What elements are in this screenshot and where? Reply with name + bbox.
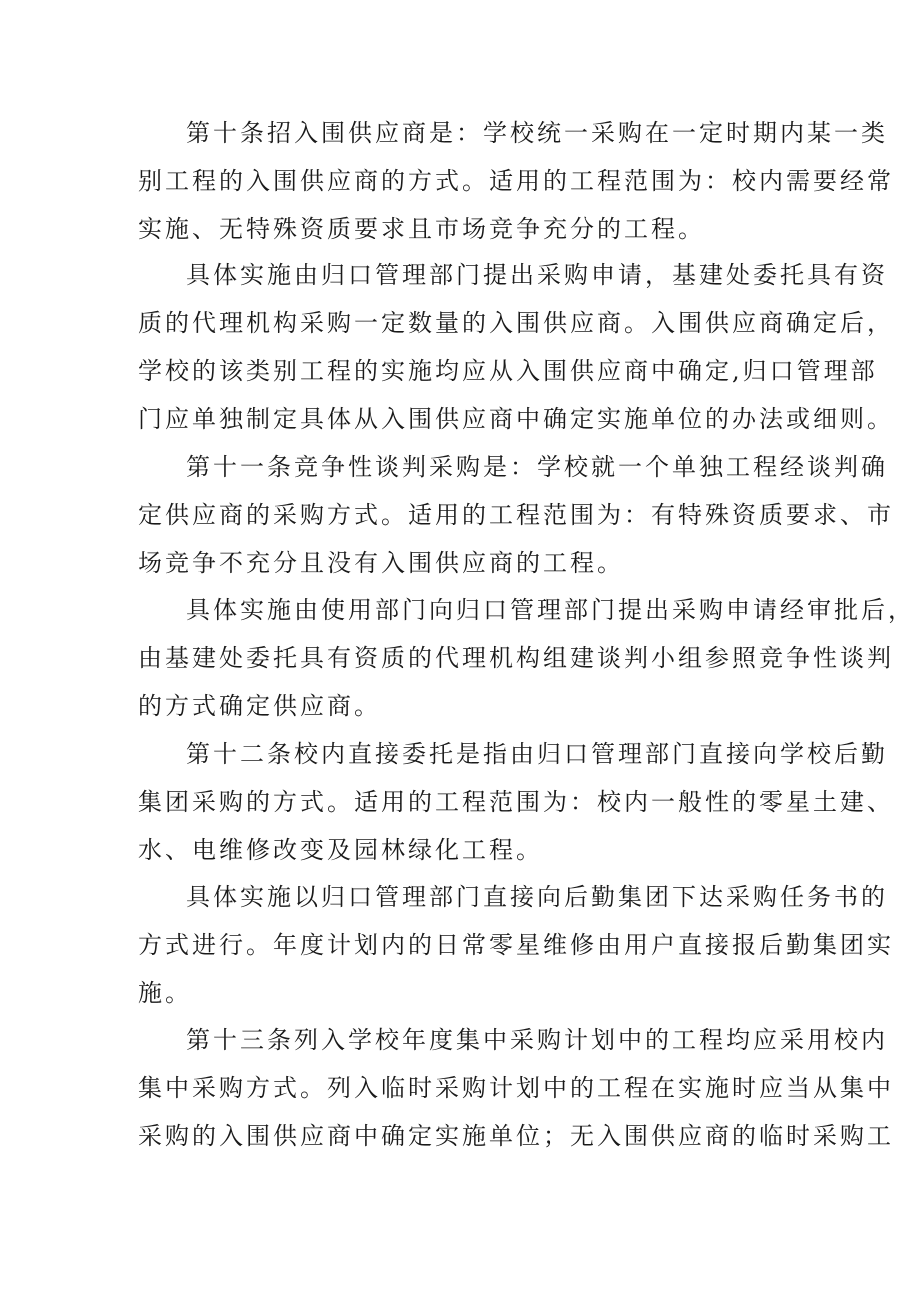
text-line: 第十条招入围供应商是：学校统一采购在一定时期内某一类 <box>186 119 888 147</box>
text-line: 第十一条竞争性谈判采购是：学校就一个单独工程经谈判确 <box>186 453 888 481</box>
text-line: 门应单独制定具体从入围供应商中确定实施单位的办法或细则。 <box>138 405 894 433</box>
text-line: 具体实施由使用部门向归口管理部门提出采购申请经审批后， <box>186 596 915 624</box>
text-line: 方式进行。年度计划内的日常零星维修由用户直接报后勤集团实 <box>138 931 894 959</box>
paragraph-article-10 <box>138 109 894 253</box>
text-line: 的方式确定供应商。 <box>138 692 381 720</box>
text-line: 第十三条列入学校年度集中采购计划中的工程均应采用校内 <box>186 1026 888 1054</box>
text-line: 别工程的入围供应商的方式。适用的工程范围为：校内需要经常 <box>138 167 894 195</box>
text-line: 具体实施以归口管理部门直接向后勤集团下达采购任务书的 <box>186 883 888 911</box>
text-line: 水、电维修改变及园林绿化工程。 <box>138 836 543 864</box>
text-line: 定供应商的采购方式。适用的工程范围为：有特殊资质要求、市 <box>138 501 894 529</box>
paragraph-article-13 <box>138 1016 894 1160</box>
text-line: 实施、无特殊资质要求且市场竞争充分的工程。 <box>138 215 705 243</box>
text-line: 场竞争不充分且没有入围供应商的工程。 <box>138 549 624 577</box>
text-line: 具体实施由归口管理部门提出采购申请，基建处委托具有资 <box>186 261 888 289</box>
text-line: 采购的入围供应商中确定实施单位；无入围供应商的临时采购工 <box>138 1122 894 1150</box>
paragraph-article-12 <box>138 730 894 874</box>
text-line: 集中采购方式。列入临时采购计划中的工程在实施时应当从集中 <box>138 1074 894 1102</box>
paragraph-article-11-implementation <box>138 586 915 730</box>
paragraph-article-10-implementation <box>138 251 894 443</box>
text-line: 第十二条校内直接委托是指由归口管理部门直接向学校后勤 <box>186 740 888 768</box>
paragraph-article-11 <box>138 443 894 587</box>
text-line: 施。 <box>138 979 192 1007</box>
text-line: 质的代理机构采购一定数量的入围供应商。入围供应商确定后， <box>138 309 894 337</box>
text-line: 学校的该类别工程的实施均应从入围供应商中确定,归口管理部 <box>138 357 878 385</box>
text-line: 由基建处委托具有资质的代理机构组建谈判小组参照竞争性谈判 <box>138 644 894 672</box>
text-line: 集团采购的方式。适用的工程范围为：校内一般性的零星土建、 <box>138 788 894 816</box>
paragraph-article-12-implementation <box>138 873 894 1017</box>
